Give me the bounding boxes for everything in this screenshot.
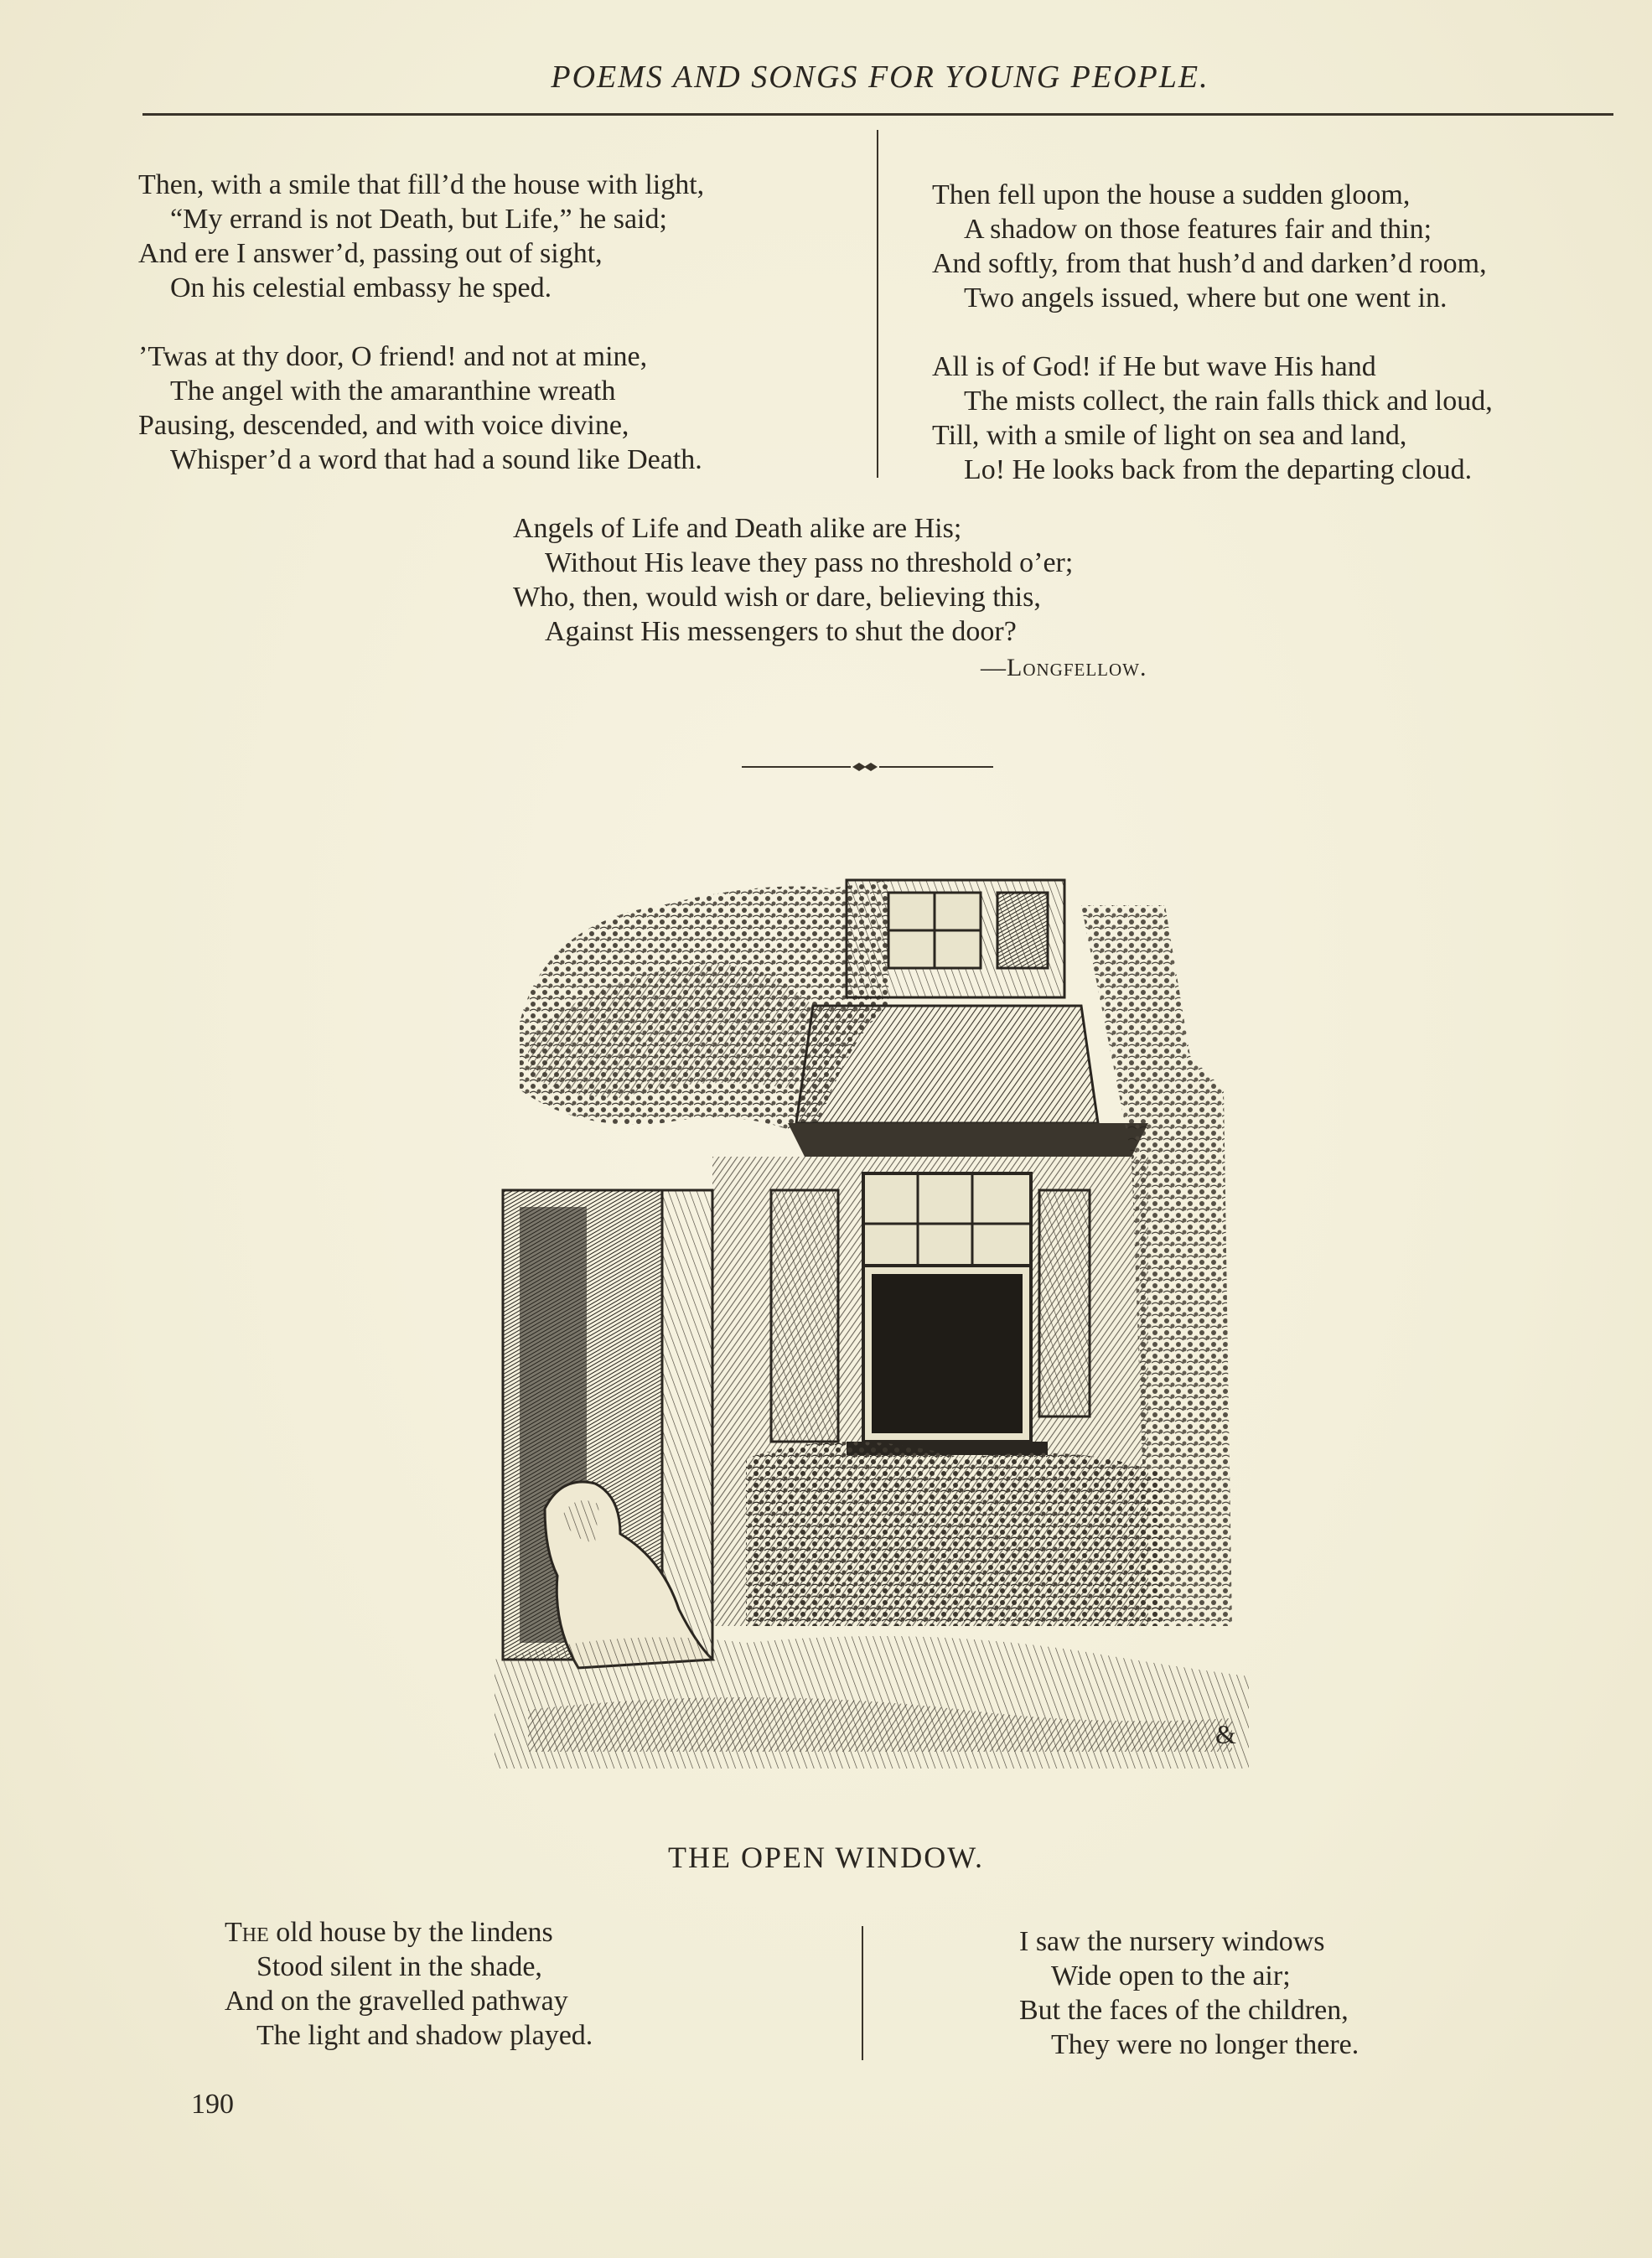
verse-line: Who, then, would wish or dare, believing this, [513,582,1041,613]
running-head: POEMS AND SONGS FOR YOUNG PEOPLE. [551,60,1209,95]
verse-line: I saw the nursery windows [1019,1926,1325,1957]
stanza [138,339,704,477]
verse-line: And softly, from that hush’d and darken’d room, [932,248,1487,279]
verse-line-text: old house by the lindens [276,1917,553,1948]
poem2-left-column [225,1915,593,2053]
verse-line: But the faces of the children, [1019,1995,1349,2026]
verse-line: Two angels issued, where but one went in. [964,282,1447,313]
verse-line: And ere I answer’d, passing out of sight, [138,238,603,269]
verse-line: The mists collect, the rain falls thick and loud, [964,386,1493,417]
verse-line: Lo! He looks back from the departing cloud. [964,454,1473,485]
verse-line: A shadow on those features fair and thin; [964,214,1432,245]
verse-line: Then fell upon the house a sudden gloom, [932,179,1411,210]
engraving-illustration [495,872,1249,1769]
verse-line: ’Twas at thy door, O friend! and not at mine, [138,341,648,372]
first-word: The [225,1917,269,1948]
verse-line: All is of God! if He but wave His hand [932,351,1376,382]
ornamental-rule [742,759,993,775]
verse-line: The light and shadow played. [256,2020,593,2051]
verse-line: On his celestial embassy he sped. [170,272,552,303]
verse-line: Stood silent in the shade, [256,1951,542,1982]
poem-attribution: —Longfellow. [981,654,1147,681]
verse-line [225,1915,593,1950]
stanza [138,168,704,305]
column-divider [877,130,878,478]
page-number: 190 [191,2089,234,2120]
verse-line: Pausing, descended, and with voice divine, [138,410,629,441]
poem-title: THE OPEN WINDOW. [668,1841,984,1874]
verse-line: Whisper’d a word that had a sound like Death. [170,444,702,475]
poem1-left-column [138,168,704,477]
svg-text:&: & [1215,1719,1236,1749]
verse-line: They were no longer there. [1051,2029,1359,2060]
verse-line: “My errand is not Death, but Life,” he said; [170,204,667,235]
verse-line: And on the gravelled pathway [225,1986,568,2017]
stanza [932,350,1493,487]
column-divider [862,1926,863,2060]
verse-line: The angel with the amaranthine wreath [170,375,616,407]
verse-line: Till, with a smile of light on sea and land, [932,420,1407,451]
verse-line: Against His messengers to shut the door? [545,616,1017,647]
poem2-right-column [1019,1924,1359,2062]
verse-line: Then, with a smile that fill’d the house with light, [138,169,705,200]
head-rule [142,113,1613,116]
verse-line: Without His leave they pass no threshold o’er; [545,547,1074,578]
poem1-final-stanza [513,511,1073,649]
stanza [932,178,1493,315]
poem1-right-column [932,178,1493,487]
verse-line: Wide open to the air; [1051,1960,1291,1991]
verse-line: Angels of Life and Death alike are His; [513,513,962,544]
